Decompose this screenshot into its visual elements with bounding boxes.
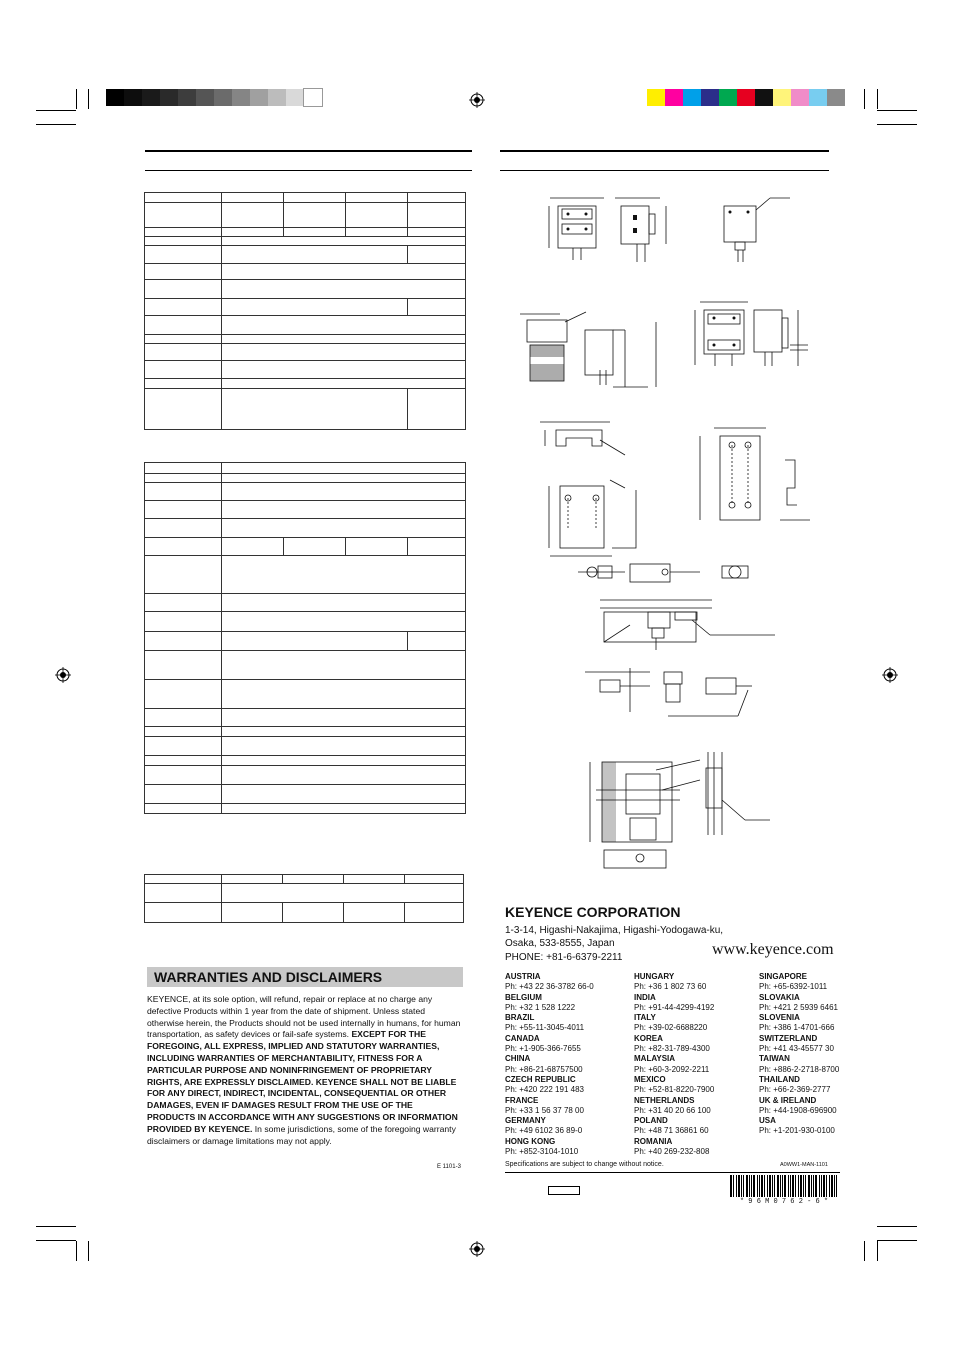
barcode-bar bbox=[746, 1175, 748, 1197]
office-phone: Ph: +65-6392-1011 bbox=[759, 982, 828, 992]
barcode-bar bbox=[815, 1175, 817, 1197]
barcode-bar bbox=[834, 1175, 835, 1197]
barcode-bar bbox=[772, 1175, 773, 1197]
barcode-bar bbox=[738, 1175, 740, 1197]
barcode-bar bbox=[813, 1175, 814, 1197]
office-country: BRAZIL bbox=[505, 1013, 535, 1023]
barcode-bar bbox=[749, 1175, 750, 1197]
office-country: HUNGARY bbox=[634, 972, 675, 981]
office-country: THAILAND bbox=[759, 1074, 800, 1084]
office-country: ITALY bbox=[634, 1013, 656, 1023]
barcode-bar bbox=[761, 1175, 763, 1197]
barcode-bar bbox=[764, 1175, 765, 1197]
office-country: SLOVENIA bbox=[759, 1013, 800, 1023]
office-country: CZECH REPUBLIC bbox=[505, 1074, 576, 1084]
office-phone: Ph: +32 1 528 1222 bbox=[505, 1002, 576, 1012]
barcode-bar bbox=[795, 1175, 796, 1197]
barcode-bar bbox=[741, 1175, 742, 1197]
office-phone: Ph: +55-11-3045-4011 bbox=[505, 1023, 585, 1033]
company-address bbox=[505, 924, 723, 964]
office-phone: Ph: +91-44-4299-4192 bbox=[634, 1002, 715, 1012]
office-country: UK & IRELAND bbox=[759, 1095, 817, 1105]
address-line-2: Osaka, 533-8555, Japan bbox=[505, 938, 615, 950]
office-phone: Ph: +31 40 20 66 100 bbox=[634, 1105, 711, 1115]
office-phone: Ph: +41 43-45577 30 bbox=[759, 1044, 834, 1054]
warranty-text-plain-2: In some jurisdictions, some of the foregoing warranty disclaimers or damage limitations may not apply. bbox=[147, 1123, 456, 1146]
barcode-bar bbox=[759, 1175, 760, 1197]
company-name: KEYENCE CORPORATION bbox=[505, 904, 681, 920]
office-phone: Ph: +52-81-8220-7900 bbox=[634, 1085, 715, 1095]
office-phone: Ph: +421 2 5939 6461 bbox=[759, 1002, 838, 1012]
barcode-bar bbox=[792, 1175, 794, 1197]
blank-box bbox=[548, 1186, 580, 1195]
address-line-1: 1-3-14, Higashi-Nakajima, Higashi-Yodogawa-ku, bbox=[505, 925, 724, 936]
office-phone: Ph: +49 6102 36 89-0 bbox=[505, 1126, 583, 1136]
offices-column-1 bbox=[505, 972, 594, 1157]
office-phone: Ph: +60-3-2092-2211 bbox=[634, 1064, 710, 1074]
office-country: MEXICO bbox=[634, 1074, 666, 1084]
barcode-bar bbox=[777, 1175, 779, 1197]
barcode-bar bbox=[730, 1175, 732, 1197]
office-phone: Ph: +36 1 802 73 60 bbox=[634, 982, 707, 992]
office-country: USA bbox=[759, 1116, 776, 1126]
office-phone: Ph: +86-21-68757500 bbox=[505, 1064, 583, 1074]
office-country: BELGIUM bbox=[505, 992, 542, 1002]
barcode-bar bbox=[784, 1175, 786, 1197]
office-phone: Ph: +39-02-6688220 bbox=[634, 1023, 708, 1033]
office-phone: Ph: +420 222 191 483 bbox=[505, 1085, 584, 1095]
barcode-bar bbox=[782, 1175, 783, 1197]
office-country: ROMANIA bbox=[634, 1136, 673, 1146]
barcode-bar bbox=[823, 1175, 825, 1197]
barcode-bar bbox=[743, 1175, 744, 1197]
barcode-bar bbox=[753, 1175, 755, 1197]
barcode-bar bbox=[798, 1175, 799, 1197]
manual-code: A0WW1-MAN-1101 bbox=[780, 1162, 828, 1168]
office-country: MALAYSIA bbox=[634, 1054, 676, 1064]
office-country: HONG KONG bbox=[505, 1136, 556, 1146]
office-country: FRANCE bbox=[505, 1095, 539, 1105]
offices-column-3 bbox=[759, 972, 839, 1137]
barcode-bar bbox=[769, 1175, 771, 1197]
barcode-bar bbox=[821, 1175, 822, 1197]
barcode-bar bbox=[751, 1175, 752, 1197]
document-code: E 1101-3 bbox=[437, 1164, 461, 1170]
spec-change-note: Specifications are subject to change without notice. bbox=[505, 1161, 664, 1168]
office-phone: Ph: +43 22 36-3782 66-0 bbox=[505, 982, 594, 992]
office-country: SLOVAKIA bbox=[759, 992, 800, 1002]
barcode-bar bbox=[808, 1175, 810, 1197]
office-phone: Ph: +66-2-369-2777 bbox=[759, 1085, 831, 1095]
office-phone: Ph: +82-31-789-4300 bbox=[634, 1044, 710, 1054]
office-phone: Ph: +44-1908-696900 bbox=[759, 1105, 837, 1115]
office-phone: Ph: +33 1 56 37 78 00 bbox=[505, 1105, 584, 1115]
barcode-bar bbox=[811, 1175, 812, 1197]
office-country: NETHERLANDS bbox=[634, 1095, 695, 1105]
barcode-bar bbox=[780, 1175, 781, 1197]
barcode-bar bbox=[831, 1175, 833, 1197]
office-phone: Ph: +1-201-930-0100 bbox=[759, 1126, 835, 1136]
barcode-bar bbox=[757, 1175, 758, 1197]
footer-rule bbox=[505, 1172, 840, 1173]
barcode-bar bbox=[836, 1175, 837, 1197]
office-phone: Ph: +1-905-366-7655 bbox=[505, 1044, 581, 1054]
office-country: CHINA bbox=[505, 1054, 531, 1064]
warranty-text-plain-1: KEYENCE, at its sole option, will refund, repair or replace at no charge any defective Products within 1 year from the date of shipment. Unless stated otherwise herein, the Products should not be used internally in humans, for human transportation, as safety devices or fail-safe systems. bbox=[147, 994, 461, 1040]
office-phone: Ph: +40 269-232-808 bbox=[634, 1147, 710, 1157]
office-country: AUSTRIA bbox=[505, 972, 541, 981]
office-country: SINGAPORE bbox=[759, 972, 808, 981]
office-country: KOREA bbox=[634, 1033, 663, 1043]
office-phone: Ph: +852-3104-1010 bbox=[505, 1147, 579, 1157]
warranty-heading: WARRANTIES AND DISCLAIMERS bbox=[147, 967, 463, 987]
company-website-link[interactable]: www.keyence.com bbox=[712, 941, 834, 958]
barcode-bar bbox=[790, 1175, 791, 1197]
warranty-text-bold: EXCEPT FOR THE FOREGOING, ALL EXPRESS, IMPLIED AND STATUTORY WARRANTIES, INCLUDING WARRANTIES OF MERCHANTABILITY, FITNESS FOR A PARTICULAR PURPOSE AND NONINFRINGEMENT OF PROPRIETARY RIGHTS, ARE EXPRESSLY DISCLAIMED. KEYENCE SHALL NOT BE LIABLE FOR ANY DIRECT, INDIRECT, INCIDENTAL, CONSEQUENTIAL OR OTHER DAMAGES, EVEN IF DAMAGES RESULT FROM THE USE OF THE PRODUCTS IN ACCORDANCE WITH ANY SUGGESTIONS OR INFORMATION PROVIDED BY KEYENCE. bbox=[147, 1029, 458, 1134]
office-country: SWITZERLAND bbox=[759, 1033, 818, 1043]
barcode-bar bbox=[774, 1175, 775, 1197]
barcode-bar bbox=[805, 1175, 806, 1197]
office-country: CANADA bbox=[505, 1033, 540, 1043]
office-phone: Ph: +386 1-4701-666 bbox=[759, 1023, 835, 1033]
barcode-bar bbox=[829, 1175, 830, 1197]
office-phone: Ph: +886-2-2718-8700 bbox=[759, 1064, 840, 1074]
office-phone: Ph: +48 71 36861 60 bbox=[634, 1126, 709, 1136]
barcode-bar bbox=[767, 1175, 768, 1197]
barcode-bar bbox=[819, 1175, 820, 1197]
offices-column-2 bbox=[634, 972, 714, 1157]
company-phone: PHONE: +81-6-6379-2211 bbox=[505, 951, 623, 963]
barcode-bar bbox=[736, 1175, 737, 1197]
barcode-text: * 9 6 M 0 7 6 2 - 6 * bbox=[739, 1198, 829, 1206]
office-country: TAIWAN bbox=[759, 1054, 790, 1064]
office-country: INDIA bbox=[634, 992, 656, 1002]
barcode-bar bbox=[733, 1175, 734, 1197]
barcode-bar bbox=[826, 1175, 827, 1197]
barcode-bar bbox=[800, 1175, 802, 1197]
barcode-bar bbox=[803, 1175, 804, 1197]
office-country: GERMANY bbox=[505, 1116, 546, 1126]
barcode-bar bbox=[788, 1175, 789, 1197]
office-country: POLAND bbox=[634, 1116, 668, 1126]
